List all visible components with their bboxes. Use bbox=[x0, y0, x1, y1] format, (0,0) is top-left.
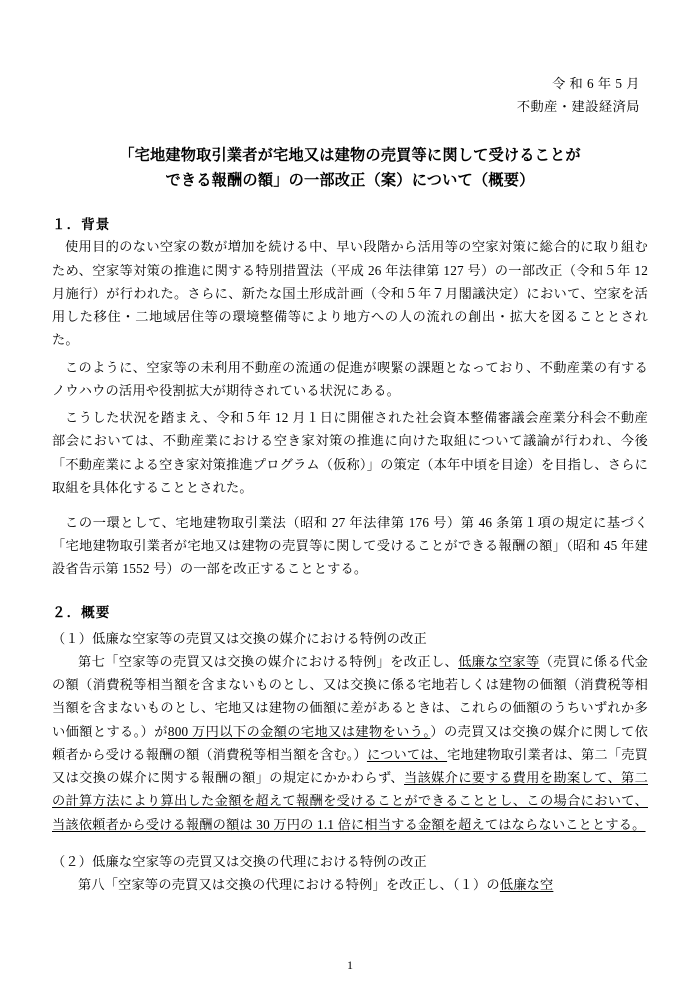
paragraph-background-1: 使用目的のない空家の数が増加を続ける中、早い段階から活用等の空家対策に総合的に取り組むため、空家等対策の推進に関する特別措置法（平成 26 年法律第 127 号）の一部改正（令和５年 12 月施行）が行われた。さらに、新たな国土形成計画（令和５年７月閣議決定）において、空家を活用した移住・二地域居住等の環境整備等により地方への人の流れの創出・拡大を図ることとされた。 bbox=[52, 239, 648, 348]
item2-underline-1: 低廉な空 bbox=[499, 877, 554, 893]
item1-underline-3: については、 bbox=[366, 746, 448, 762]
overview-item-2-body bbox=[52, 873, 648, 896]
item1-underline-2: 800 万円以下の金額の宅地又は建物をいう。 bbox=[167, 723, 431, 739]
section-heading-overview: ２．概要 bbox=[52, 604, 111, 620]
item1-underline-4: 当該媒介に要する費用を勘案して、第二の計算方法により算出した金額を超えて報酬を受けることができることとし、この場合において、当該依頼者から受ける報酬の額は 30 万円の 1.1 倍に相当する金額を超えてはならないこととする。 bbox=[52, 770, 648, 832]
overview-item-1-body bbox=[52, 650, 648, 836]
page-number: 1 bbox=[347, 958, 353, 972]
item1-text-mid-1: （売買に係る代金の額（消費税等相当額を含まないものとし、又は交換に係る宅地若しくは建物の価額（消費税等相当額を含まないものとし、宅地又は建物の価額に差があるときは、これらの価額のうちいずれか多い価額とする。）が bbox=[52, 653, 648, 739]
item1-text-pre: 第七「空家等の売買又は交換の媒介における特例」を改正し、 bbox=[78, 653, 459, 669]
overview-item-1-label: （１）低廉な空家等の売買又は交換の媒介における特例の改正 bbox=[52, 630, 427, 646]
item2-text-pre: 第八「空家等の売買又は交換の代理における特例」を改正し、（１）の bbox=[78, 877, 500, 893]
paragraph-background-2: このように、空家等の未利用不動産の流通の促進が喫緊の課題となっており、不動産業の有するノウハウの活用や役割拡大が期待されている状況にある。 bbox=[52, 359, 648, 398]
item1-text-mid-3: 宅地建物取引業者は、第二「売買又は交換の媒介に関する報酬の額」の規定にかかわらず、 bbox=[52, 746, 649, 786]
page-title-line-2: できる報酬の額」の一部改正（案）について（概要） bbox=[165, 171, 535, 189]
header-date: 令 和 6 年 5 月 bbox=[552, 76, 640, 91]
section-heading-background: １．背景 bbox=[52, 217, 111, 233]
page-title-line-1: 「宅地建物取引業者が宅地又は建物の売買等に関して受けることが bbox=[119, 147, 581, 165]
paragraph-background-3: こうした状況を踏まえ、令和５年 12 月１日に開催された社会資本整備審議会産業分科会不動産部会においては、不動産業における空き家対策の推進に向けた取組について議論が行われ、今後「不動産業による空き家対策推進プログラム（仮称）」の策定（本年中頃を目途）を目指し、さらに取組を具体化することとされた。 bbox=[52, 410, 648, 495]
item1-underline-1: 低廉な空家等 bbox=[458, 653, 540, 669]
item1-text-mid-2: ）の売買又は交換の媒介に関して依頼者から受ける報酬の額（消費税等相当額を含む。） bbox=[52, 723, 648, 762]
paragraph-background-4: この一環として、宅地建物取引業法（昭和 27 年法律第 176 号）第 46 条第１項の規定に基づく「宅地建物取引業者が宅地又は建物の売買等に関して受けることができる報酬の額」（昭和 45 年建設省告示第 1552 号）の一部を改正することとする。 bbox=[52, 515, 648, 577]
document-body bbox=[52, 213, 648, 896]
page-title bbox=[52, 144, 648, 193]
document-header bbox=[52, 72, 640, 118]
header-department: 不動産・建設経済局 bbox=[516, 99, 640, 115]
overview-item-2-label: （２）低廉な空家等の売買又は交換の代理における特例の改正 bbox=[52, 853, 427, 869]
